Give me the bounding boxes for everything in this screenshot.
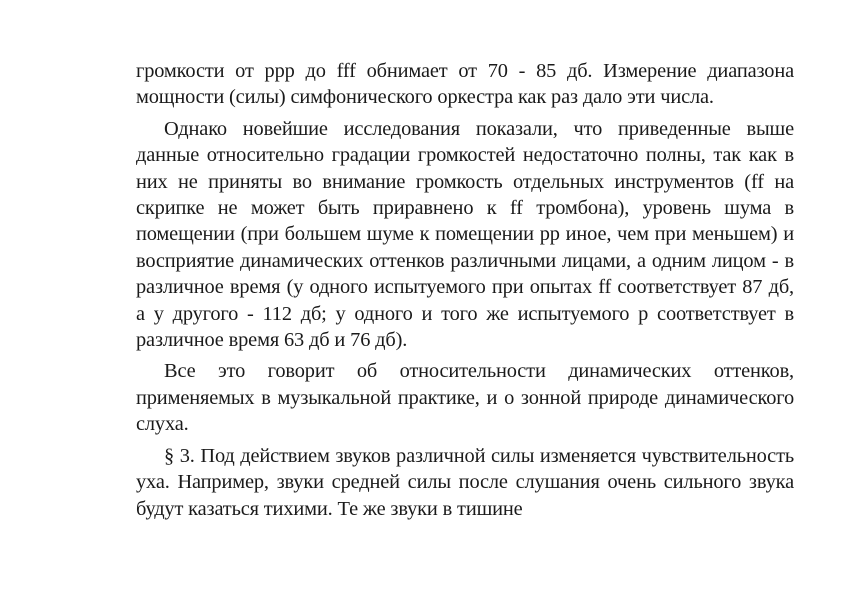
paragraph-research: Однако новейшие исследования показали, что приведенные выше данные относительно градации громкостей недостаточно полны, так как в них не приняты во внимание громкость отдельных инструментов (ff на скрипке не может быть приравнено к ff тромбона), уровень шума в помещении (при большем шуме к помещении pp иное, чем при меньшем) и восприятие динамических оттенков различными лицами, а одним лицом - в различное время (у одного испытуемого при опытах ff соответствует 87 дб, а у другого - 112 дб; у одного и того же испытуемого p соответствует в различное время 63 дб и 76 дб).	[136, 117, 794, 352]
paragraph-section-3: § 3. Под действием звуков различной силы изменяется чувствительность уха. Например, звуки средней силы после слушания очень сильного звука будут казаться тихими. Те же звуки в тишине	[136, 444, 794, 520]
paragraph-continued: громкости от ppp до fff обнимает от 70 - 85 дб. Измерение диапазона мощности (силы) симфонического оркестра как раз дало эти числа.	[136, 60, 794, 109]
body-text	[136, 58, 794, 527]
paragraph-relativity: Все это говорит об относительности динамических оттенков, применяемых в музыкальной практике, и о зонной природе динамического слуха.	[136, 360, 794, 436]
